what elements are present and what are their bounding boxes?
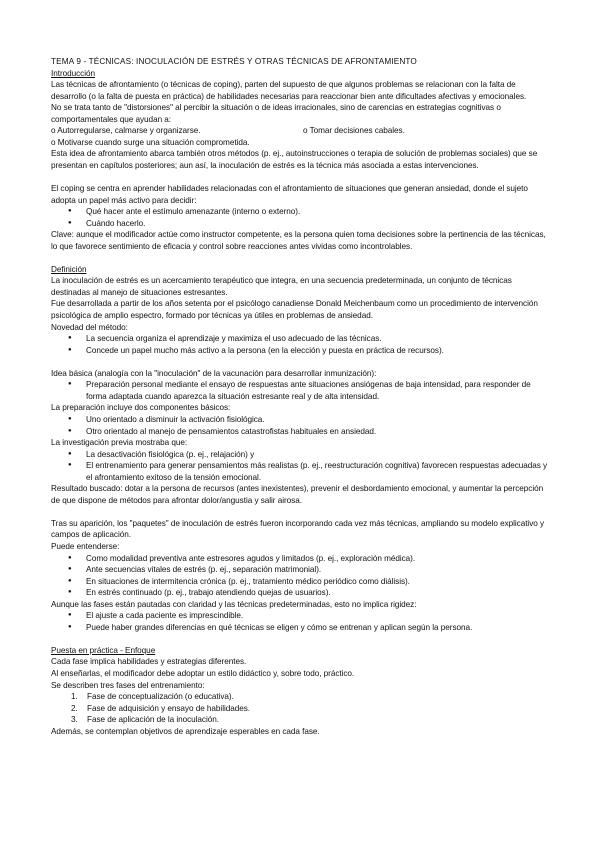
section-heading-introduccion: Introducción (51, 68, 96, 78)
paragraph: No se trata tanto de "distorsiones" al percibir la situación o de ideas irracionales, sino de carencias en estrategias cognitivas o comportamentales que ayudan a: (51, 103, 501, 124)
bullet-list (51, 333, 551, 356)
spacer (51, 356, 551, 368)
paragraph: Cada fase implica habilidades y estrategias diferentes. (51, 657, 247, 667)
list-item: ● Concede un papel mucho más activo a la persona (en la elección y puesta en práctica de recursos). (51, 345, 551, 357)
list-item (51, 703, 551, 715)
bullet-list (51, 610, 551, 633)
list-label: Puede entenderse: (51, 541, 120, 551)
list-item: ● El entrenamiento para generar pensamientos más realistas (p. ej., reestructuración cognitiva) favorecen respuestas adecuadas y el afrontamiento exitoso de la tensión emocional. (51, 460, 551, 483)
list-label: La investigación previa mostraba que: (51, 438, 188, 448)
numbered-list (51, 691, 551, 726)
spacer (51, 171, 551, 183)
options-row (51, 125, 551, 137)
document-title: TEMA 9 - TÉCNICAS: INOCULACIÓN DE ESTRÉS Y OTRAS TÉCNICAS DE AFRONTAMIENTO (51, 57, 417, 66)
list-label: La preparación incluye dos componentes básicos: (51, 403, 231, 413)
list-item: ● Puede haber grandes diferencias en qué técnicas se eligen y cómo se entrenan y aplican según la persona. (51, 622, 551, 634)
paragraph: Al enseñarlas, el modificador debe adoptar un estilo didáctico y, sobre todo, práctico. (51, 668, 355, 678)
list-item: ● Como modalidad preventiva ante estresores agudos y limitados (p. ej., exploración médica). (51, 553, 551, 565)
list-item: ● La secuencia organiza el aprendizaje y maximiza el uso adecuado de las técnicas. (51, 333, 551, 345)
list-label: Aunque las fases están pautadas con claridad y las técnicas predeterminadas, esto no implica rigidez: (51, 599, 417, 609)
paragraph: La inoculación de estrés es un acercamiento terapéutico que integra, en una secuencia predeterminada, un conjunto de técnicas destinadas al manejo de situaciones estresantes. (51, 276, 512, 297)
list-item-text: Fase de adquisición y ensayo de habilidades. (87, 703, 251, 713)
paragraph: Clave: aunque el modificador actúe como instructor competente, es la persona quien toma decisiones sobre la pertinencia de las técnicas, lo que favorece sentimiento de eficacia y control sobre reacciones antes vividas como incontrolables. (51, 230, 546, 251)
paragraph: Además, se contemplan objetivos de aprendizaje esperables en cada fase. (51, 726, 320, 736)
paragraph: El coping se centra en aprender habilidades relacionadas con el afrontamiento de situaciones que generan ansiedad, donde el sujeto adopta un papel más activo para decidir: (51, 184, 528, 205)
list-item: ● La desactivación fisiológica (p. ej., relajación) y (51, 449, 551, 461)
list-label: Idea básica (analogía con la "inoculación" de la vacunación para desarrollar inmunización): (51, 368, 377, 378)
paragraph: Las técnicas de afrontamiento (o técnicas de coping), parten del supuesto de que algunos problemas se relacionan con la falta de desarrollo (o la falta de puesta en práctica) de habilidades necesarias para reaccionar bien ante dificultades afectivas y emocionales. (51, 80, 527, 101)
list-label: Novedad del método: (51, 322, 128, 332)
section-heading-definicion: Definición (51, 264, 87, 274)
list-number: 3. (71, 715, 78, 725)
list-item: ● Uno orientado a disminuir la activación fisiológica. (51, 414, 551, 426)
list-number: 2. (71, 703, 78, 713)
list-item (51, 691, 551, 703)
list-item: ● En estrés continuado (p. ej., trabajo atendiendo quejas de usuarios). (51, 587, 551, 599)
paragraph: Se describen tres fases del entrenamiento: (51, 680, 205, 690)
spacer (51, 506, 551, 518)
bullet-list (51, 449, 551, 484)
list-item-text: Fase de conceptualización (o educativa). (87, 692, 234, 702)
paragraph: Esta idea de afrontamiento abarca también otros métodos (p. ej., autoinstrucciones o terapia de solución de problemas sociales) que se presentan en capítulos posteriores; aun así, la inoculación de estrés es la técnica más asociada a estas intervenciones. (51, 149, 538, 170)
paragraph: Tras su aparición, los "paquetes" de inoculación de estrés fueron incorporando cada vez más técnicas, ampliando su modelo explicativo y campos de aplicación. (51, 518, 545, 540)
option-item: o Tomar decisiones cabales. (303, 126, 405, 136)
paragraph: Resultado buscado: dotar a la persona de recursos (antes inexistentes), prevenir el desbordamiento emocional, y aumentar la percepción de que dispone de métodos para afrontar dolor/angustia y salir airosa. (51, 484, 544, 505)
option-item: o Autorregularse, calmarse y organizarse. (51, 126, 201, 136)
bullet-list (51, 206, 551, 229)
list-item: ● Qué hacer ante el estímulo amenazante (interno o externo). (51, 206, 551, 218)
paragraph: Fue desarrollada a partir de los años setenta por el psicólogo canadiense Donald Meichenbaum como un procedimiento de intervención psicológica de amplio espectro, formado por técnicas ya útiles en problemas de ansiedad. (51, 299, 538, 321)
list-item: ● Otro orientado al manejo de pensamientos catastrofistas habituales en ansiedad. (51, 426, 551, 438)
document-body (51, 56, 551, 737)
list-item-text: Fase de aplicación de la inoculación. (87, 715, 219, 725)
list-number: 1. (71, 692, 78, 702)
list-item: ● Ante secuencias vitales de estrés (p. ej., separación matrimonial). (51, 564, 551, 576)
option-item: o Motivarse cuando surge una situación comprometida. (51, 137, 250, 147)
list-item (51, 714, 551, 726)
list-item: ● El ajuste a cada paciente es imprescindible. (51, 610, 551, 622)
bullet-list (51, 414, 551, 437)
spacer (51, 252, 551, 264)
list-item: ● Preparación personal mediante el ensayo de respuestas ante situaciones ansiógenas de baja intensidad, para responder de forma adaptada cuando aparezca la situación estresante real y de alta intensidad. (51, 379, 551, 402)
bullet-list (51, 379, 551, 402)
bullet-list (51, 553, 551, 599)
list-item: ● Cuándo hacerlo. (51, 218, 551, 230)
list-item: ● En situaciones de intermitencia crónica (p. ej., tratamiento médico periódico como diálisis). (51, 576, 551, 588)
spacer (51, 633, 551, 645)
section-heading-puesta-en-practica: Puesta en práctica - Enfoque (51, 645, 156, 655)
